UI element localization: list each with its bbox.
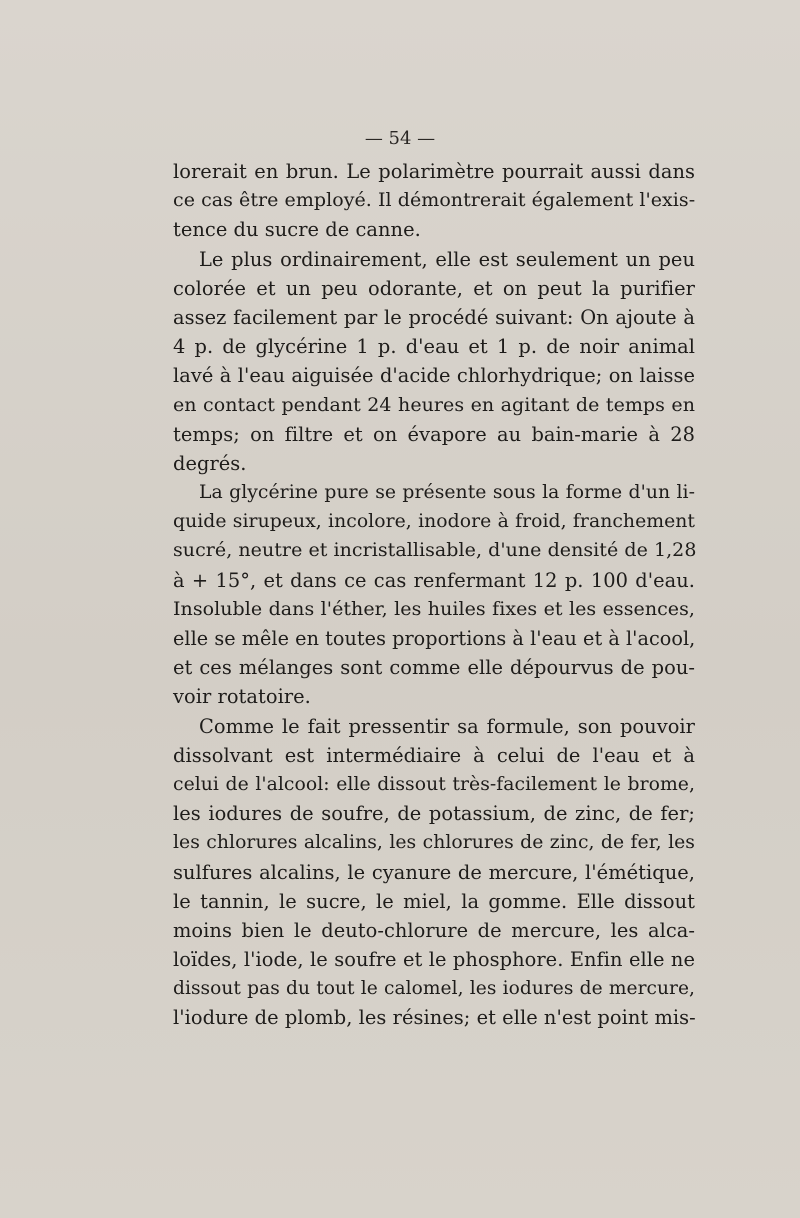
text-line: en contact pendant 24 heures en agitant de temps en — [173, 393, 695, 416]
text-line: dissout pas du tout le calomel, les iodures de mercure, — [173, 978, 695, 1000]
text-line: dissolvant est intermédiaire à celui de l'eau et à — [173, 743, 695, 767]
text-line: temps; on filtre et on évapore au bain-marie à 28 — [173, 422, 695, 446]
text-line: quide sirupeux, incolore, inodore à froid, franchement — [173, 511, 695, 533]
text-line: voir rotatoire. — [173, 685, 311, 709]
text-line: degrés. — [173, 451, 247, 475]
text-line: colorée et un peu odorante, et on peut la purifier — [173, 276, 695, 300]
text-line: assez facilement par le procédé suivant: On ajoute à — [173, 305, 695, 329]
text-line: Insoluble dans l'éther, les huiles fixes et les essences, — [173, 597, 695, 620]
text-line: sulfures alcalins, le cyanure de mercure, l'émétique, — [173, 860, 695, 884]
text-line: loïdes, l'iode, le soufre et le phosphore. Enfin elle ne — [173, 948, 695, 972]
text-line: l'iodure de plomb, les résines; et elle n'est point mis- — [173, 1006, 696, 1030]
text-line: celui de l'alcool: elle dissout très-facilement le brome, — [173, 773, 695, 795]
text-line: à + 15°, et dans ce cas renfermant 12 p. 100 d'eau. — [173, 568, 695, 592]
page-number: — 54 — — [364, 128, 436, 149]
body-text — [173, 157, 695, 1033]
text-line: sucré, neutre et incristallisable, d'une densité de 1,28 — [173, 539, 697, 562]
text-line: lorerait en brun. Le polarimètre pourrait aussi dans — [173, 160, 695, 183]
text-line: ce cas être employé. Il démontrerait également l'exis- — [173, 189, 696, 212]
text-line: les chlorures alcalins, les chlorures de zinc, de fer, les — [173, 832, 695, 854]
text-line: lavé à l'eau aiguisée d'acide chlorhydrique; on laisse — [173, 364, 695, 388]
text-line: La glycérine pure se présente sous la forme d'un li- — [199, 482, 695, 504]
text-line: les iodures de soufre, de potassium, de zinc, de fer; — [173, 802, 695, 826]
text-line: 4 p. de glycérine 1 p. d'eau et 1 p. de noir animal — [173, 335, 695, 359]
text-line: tence du sucre de canne. — [173, 218, 421, 242]
text-line: Comme le fait pressentir sa formule, son pouvoir — [199, 714, 695, 738]
text-line: Le plus ordinairement, elle est seulement un peu — [199, 247, 695, 271]
text-line: et ces mélanges sont comme elle dépourvus de pou- — [173, 656, 695, 680]
text-line: le tannin, le sucre, le miel, la gomme. Elle dissout — [173, 889, 695, 913]
text-line: moins bien le deuto-chlorure de mercure, les alca- — [173, 918, 695, 942]
text-line: elle se mêle en toutes proportions à l'eau et à l'acool, — [173, 627, 696, 650]
